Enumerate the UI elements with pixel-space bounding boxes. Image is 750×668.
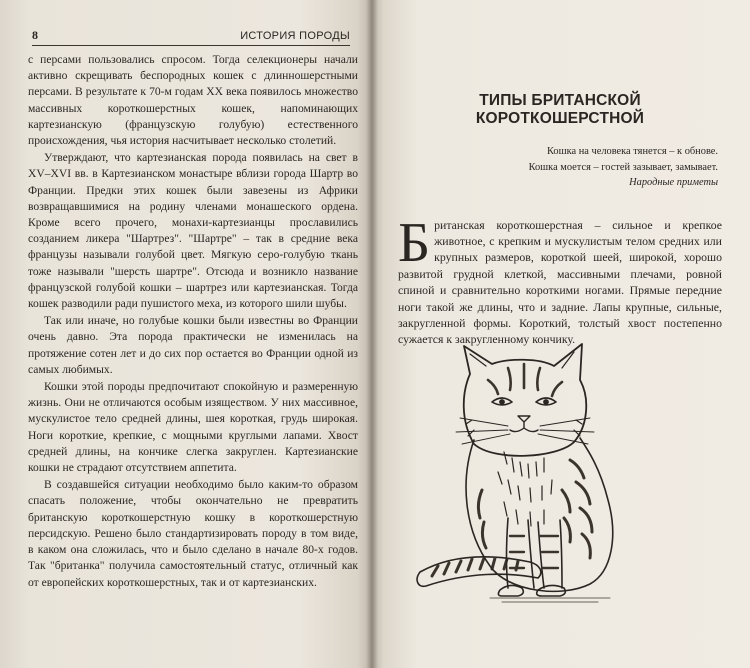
left-page bbox=[0, 0, 372, 668]
intro-paragraph bbox=[398, 211, 722, 348]
page-number: 8 bbox=[32, 28, 39, 42]
sitting-cat-engraving-icon bbox=[412, 340, 662, 608]
epigraph-line: Кошка на человека тянется – к обнове. bbox=[547, 146, 718, 157]
epigraph-line: Кошка моется – гостей зазывает, замывает. bbox=[528, 161, 718, 173]
paragraph: Так или иначе, но голубые кошки были известны во Франции очень давно. Эта порода практически не изменилась на протяжение сотен лет и до сих пор остается во Франции одной из самых любимых. bbox=[28, 314, 358, 376]
epigraph-source: Народные приметы bbox=[629, 177, 718, 188]
intro-text: ританская короткошерстная – сильное и крепкое животное, с крепким и мускулистым телом средних или крупных размеров, короткой шеей, широкой, хорошо развитой грудной клеткой, массивными плечами, ровной спиной и сравнительно короткими ногами. Прямые передние ноги такой же длины, что и задние. Лапы крупные, сильные, закругленной формы. Короткий, толстый хвост постепенно сужается к закругленному кончику. bbox=[398, 217, 722, 347]
running-head-title: ИСТОРИЯ ПОРОДЫ bbox=[240, 30, 350, 42]
epigraph bbox=[398, 144, 722, 191]
right-page bbox=[372, 0, 750, 668]
running-head bbox=[32, 28, 350, 46]
paragraph: В создавшейся ситуации необходимо было каким-то образом спасать положение, чтобы окончательно не превратить британскую короткошерстную кошку в короткошерстную персидскую. Решено было стандартизировать породу в том виде, в каком она сложилась, что и было сделано в начале 80-х годов. Так "британка" получила самостоятельный статус, отличный как от европейских короткошерстных, так и от картезианских. bbox=[28, 478, 358, 589]
paragraph: с персами пользовались спросом. Тогда селекционеры начали активно скрещивать беспородных кошек с длинношерстными персами. В результате к 70-м годам XX века появилось множество массивных короткошерстных кошек, напоминающих картезианскую (французскую голубую) естественного происхождения, чья история насчитывает несколько столетий. bbox=[28, 53, 358, 148]
paragraph: Утверждают, что картезианская порода появилась на свет в XV–XVI вв. в Картезианском монастыре вблизи города Шартр во Франции. Предки этих кошек были завезены из Африки возвращавшимися на родину членами монашеского ордена. Кроме всего прочего, монахи-картезианцы прославились созданием ликера "Шартрез". "Шартре" – так в средние века французы называли голубой цвет. Мягкую серо-голубую ткань тоже называли "шерсть шартре". Отсюда и возникло название французской голубой кошки – шартрез или картезианская. Тогда кошек разводили ради пушистого меха, из которого шили шубы. bbox=[28, 151, 358, 311]
paragraph: Кошки этой породы предпочитают спокойную и размеренную жизнь. Они не отличаются особым изяществом. У них массивное, мускулистое тело средней длины, шея короткая, грудь широкая. Ноги короткие, крепкие, с мощными круглыми лапами. Хвост средней длины, на кончике слегка закруглен. Картезианские кошки не страдают отсутствием аппетита. bbox=[28, 380, 358, 475]
drop-cap: Б bbox=[398, 211, 431, 274]
book-gutter bbox=[366, 0, 378, 668]
chapter-title: ТИПЫ БРИТАНСКОЙ КОРОТКОШЕРСТНОЙ bbox=[475, 92, 645, 127]
left-body-text bbox=[28, 52, 358, 591]
